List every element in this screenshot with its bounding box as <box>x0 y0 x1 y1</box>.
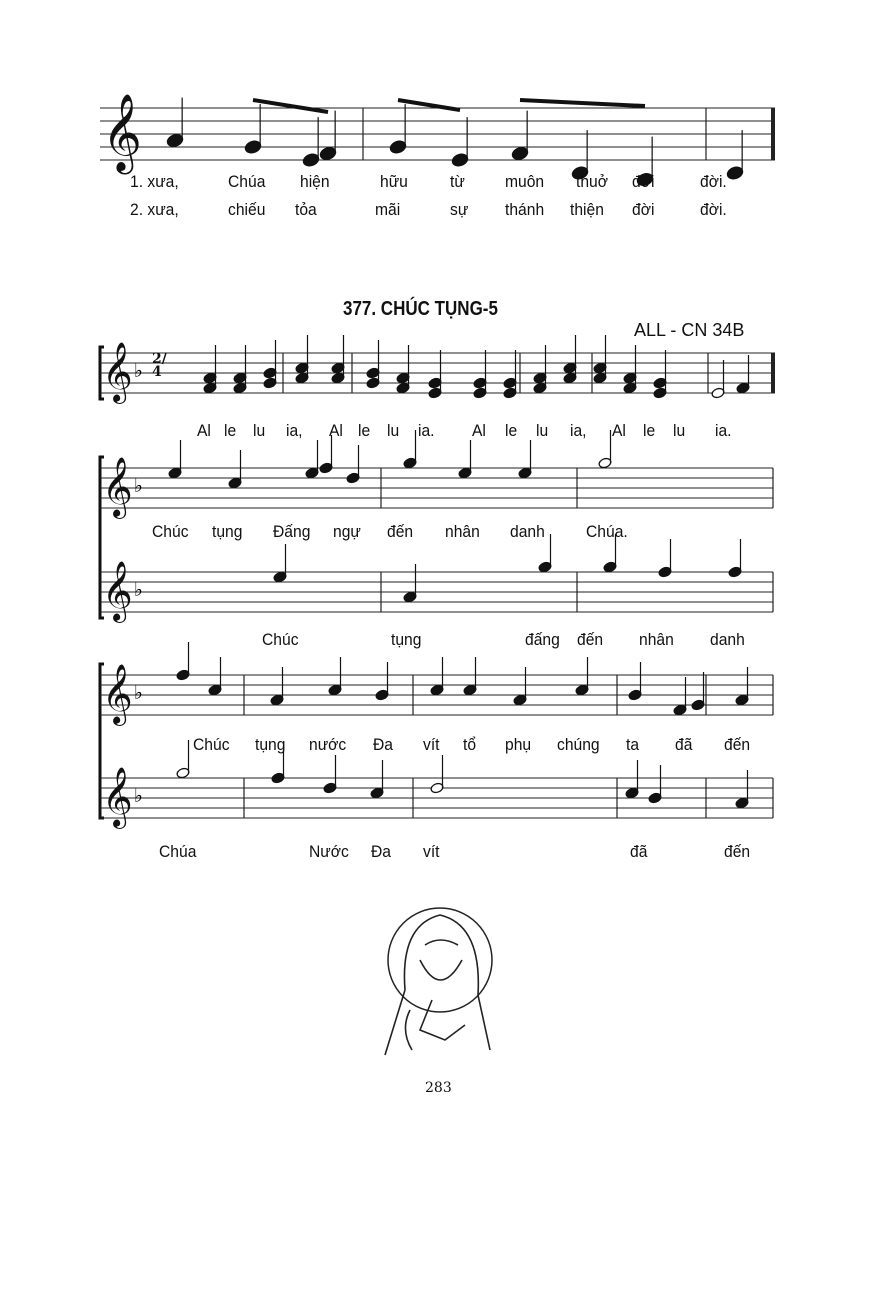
lyric-syllable: đời <box>632 172 655 191</box>
lyric-syllable: ia. <box>418 421 435 440</box>
lyric-syllable: Đa <box>373 735 393 754</box>
flat-sign-icon: ♭ <box>134 785 143 807</box>
lyric-syllable: tỏa <box>295 200 317 219</box>
lyric-syllable: đến <box>724 842 751 861</box>
lyric-syllable: tụng <box>391 630 422 649</box>
flat-sign-icon: ♭ <box>134 475 143 497</box>
lyric-syllable: lu <box>536 421 549 440</box>
note-head <box>244 139 262 155</box>
beam <box>253 100 328 112</box>
lyric-syllable: lu <box>673 421 686 440</box>
lyric-syllable: lu <box>253 421 266 440</box>
treble-clef-icon: 𝄞 <box>102 457 133 517</box>
lyric-syllable: le <box>358 421 371 440</box>
lyric-syllable: chiếu <box>228 200 266 219</box>
lyric-syllable: đến <box>577 630 604 649</box>
flat-sign-icon: ♭ <box>134 579 143 601</box>
lyric-syllable: hữu <box>380 172 408 191</box>
lyric-syllable: đến <box>724 735 751 754</box>
treble-clef-icon: 𝄞 <box>102 91 142 171</box>
final-barline <box>771 353 775 393</box>
lyric-syllable: le <box>505 421 518 440</box>
lyric-syllable: đời. <box>700 172 727 191</box>
page-number: 283 <box>425 1080 452 1096</box>
song-title: 377. CHÚC TỤNG-5 <box>343 298 498 320</box>
christ-icon <box>385 915 490 1055</box>
lyric-syllable: Chúa. <box>586 522 628 541</box>
flat-sign-icon: ♭ <box>134 682 143 704</box>
lyric-syllable: đến <box>387 522 414 541</box>
lyric-syllable: tụng <box>255 735 286 754</box>
note-head <box>726 165 744 181</box>
lyric-syllable: Chúc <box>262 630 299 649</box>
lyric-syllable: le <box>224 421 237 440</box>
lyric-syllable: danh <box>710 630 745 649</box>
lyric-syllable: thánh <box>505 200 545 219</box>
lyric-syllable: Đa <box>371 842 391 861</box>
lyric-syllable: 2. xưa, <box>130 200 179 219</box>
lyric-syllable: tổ <box>463 735 477 754</box>
treble-clef-icon: 𝄞 <box>102 342 133 402</box>
lyric-syllable: muôn <box>505 172 545 191</box>
lyric-syllable: đời. <box>700 200 727 219</box>
lyric-syllable: Al <box>612 421 626 440</box>
lyric-syllable: ia, <box>570 421 587 440</box>
lyric-syllable: nước <box>309 735 347 754</box>
lyric-syllable: ngự <box>333 522 361 541</box>
note-head <box>451 152 469 168</box>
lyric-syllable: đã <box>630 842 648 861</box>
song-code: ALL - CN 34B <box>634 320 745 340</box>
lyric-syllable: danh <box>510 522 545 541</box>
lyric-syllable: ta <box>626 735 640 754</box>
lyric-syllable: Chúc <box>193 735 230 754</box>
note-head <box>166 133 184 149</box>
lyric-syllable: nhân <box>445 522 480 541</box>
lyric-syllable: đời <box>632 200 655 219</box>
note-head <box>511 146 529 162</box>
lyric-syllable: 1. xưa, <box>130 172 179 191</box>
lyric-syllable: hiện <box>300 172 330 191</box>
treble-clef-icon: 𝄞 <box>102 561 133 621</box>
note-head <box>319 146 337 162</box>
lyric-syllable: từ <box>450 172 465 191</box>
flat-sign-icon: ♭ <box>134 360 143 382</box>
treble-clef-icon: 𝄞 <box>102 767 133 827</box>
lyric-syllable: ia, <box>286 421 303 440</box>
lyric-syllable: Chúa <box>159 842 197 861</box>
lyric-syllable: sự <box>450 200 469 219</box>
lyric-syllable: ia. <box>715 421 732 440</box>
lyric-syllable: Chúa <box>228 172 266 191</box>
lyric-syllable: lu <box>387 421 400 440</box>
lyric-syllable: nhân <box>639 630 674 649</box>
lyric-syllable: phụ <box>505 735 532 754</box>
lyric-syllable: vít <box>423 735 440 754</box>
note-head <box>302 152 320 168</box>
lyric-syllable: mãi <box>375 200 401 219</box>
treble-clef-icon: 𝄞 <box>102 664 133 724</box>
lyric-syllable: đấng <box>525 630 560 649</box>
lyric-syllable: đã <box>675 735 693 754</box>
lyric-syllable: Chúc <box>152 522 189 541</box>
lyric-syllable: chúng <box>557 735 600 754</box>
note-head <box>389 139 407 155</box>
time-signature: 2/4 <box>152 351 167 380</box>
lyric-syllable: le <box>643 421 656 440</box>
final-barline <box>771 108 775 160</box>
lyric-syllable: Al <box>472 421 486 440</box>
lyric-syllable: Đấng <box>273 522 311 541</box>
lyric-syllable: tụng <box>212 522 243 541</box>
lyric-syllable: Al <box>329 421 343 440</box>
lyric-syllable: vít <box>423 842 440 861</box>
lyric-syllable: Al <box>197 421 211 440</box>
lyric-syllable: thuở <box>576 172 608 191</box>
lyric-syllable: Nước <box>309 842 349 861</box>
lyric-syllable: thiện <box>570 200 604 219</box>
